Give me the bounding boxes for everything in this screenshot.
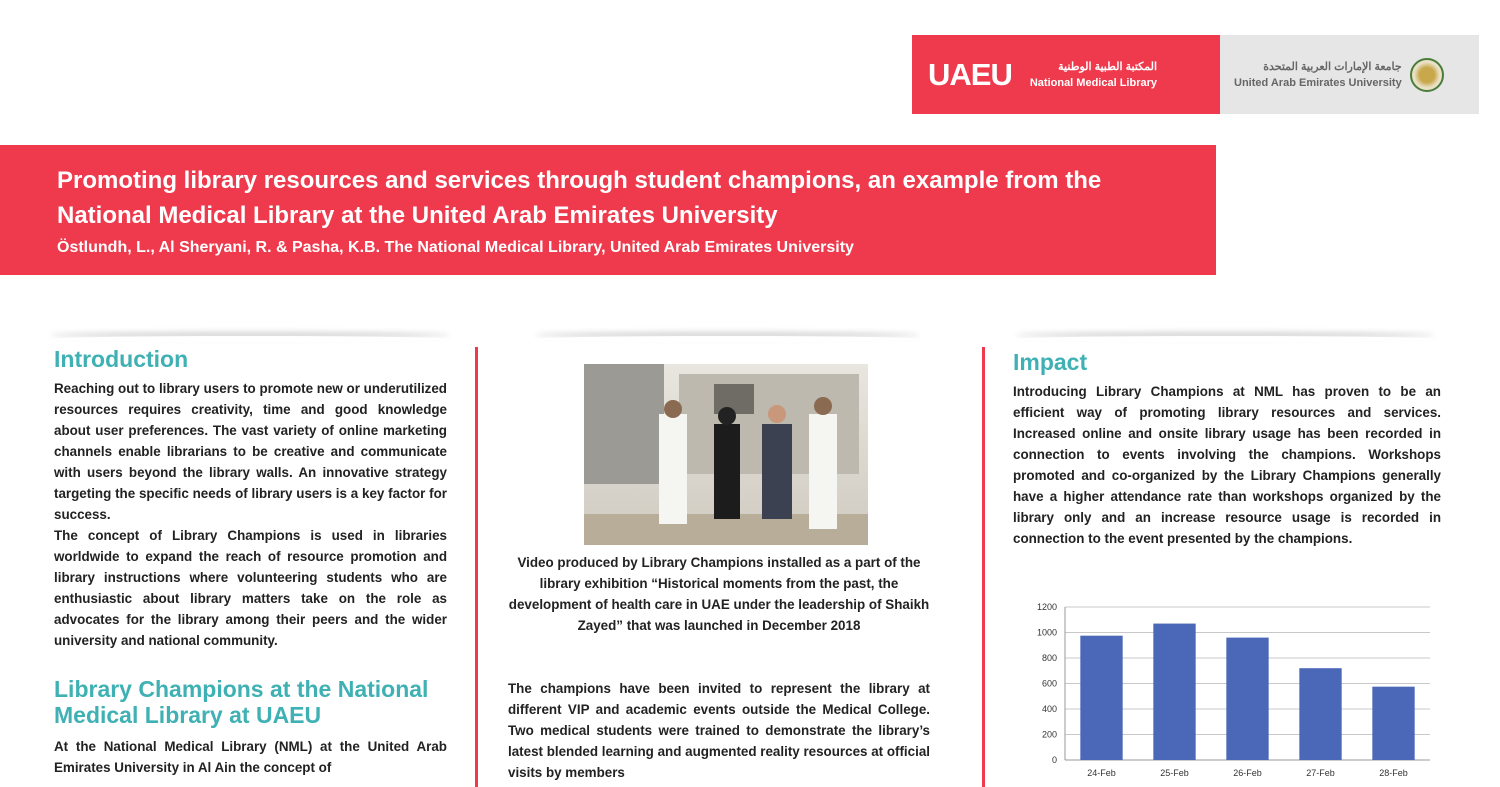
x-tick-label: 26-Feb (1233, 768, 1262, 778)
y-tick-label: 1000 (1036, 627, 1057, 638)
authors: Östlundh, L., Al Sheryani, R. & Pasha, K.B. The National Medical Library, United Arab Emirates University (57, 239, 854, 256)
divider (1015, 336, 1435, 342)
x-tick-label: 24-Feb (1087, 768, 1116, 778)
logo-nml: National Medical Library (1029, 76, 1157, 89)
poster-title: Promoting library resources and services through student champions, an example from the National Medical Library at the United Arab Emirates University (57, 167, 1102, 229)
x-tick-label: 28-Feb (1379, 768, 1408, 778)
nml-logo (912, 35, 1220, 114)
logo-mark: UAEU (928, 56, 1012, 92)
y-tick-label: 800 (1041, 653, 1057, 663)
photo-caption: Video produced by Library Champions installed as a part of the library exhibition “Historical moments from the past, the development of health care in UAE under the leadership of Shaikh Zayed” that was launched in December 2018 (508, 555, 930, 633)
impact-heading: Impact (1013, 349, 1088, 375)
logo-arabic-nml: المكتبة الطبية الوطنية (1058, 60, 1157, 73)
exhibition-photo (584, 364, 868, 545)
x-tick-label: 25-Feb (1160, 768, 1189, 778)
intro-paragraph-2: The concept of Library Champions is used in libraries worldwide to expand the reach of resource promotion and library instructions where volunteering students who are enthusiastic about library matters take on the role as advocates for the library among their peers and the wider university and national community. (54, 528, 447, 648)
left-column (54, 346, 447, 778)
y-tick-label: 200 (1041, 729, 1057, 740)
x-tick-label: 27-Feb (1306, 768, 1335, 778)
y-tick-label: 400 (1041, 704, 1057, 714)
intro-paragraph-1: Reaching out to library users to promote new or underutilized resources requires creativity, time and good knowledge about user preferences. The vast variety of online marketing channels enable librarians to be creative and communicate with users beyond the library walls. An innovative strategy targeting the specific needs of library users is a key factor for success. (54, 381, 447, 522)
bar-28-Feb (1372, 687, 1414, 760)
champions-paragraph: At the National Medical Library (NML) at the United Arab Emirates University in Al Ain the concept of (54, 739, 447, 775)
champions-heading: Library Champions at the National Medical Library at UAEU (54, 676, 429, 728)
impact-paragraph: Introducing Library Champions at NML has proven to be an efficient way of promoting library resources and services. Increased online and onsite library usage has been recorded in connection to events involving the champions. Workshops promoted and co-organized by the Library Champions generally have a higher attendance rate than workshops organized by the library only and an increase resource usage is recorded in connection to the event presented by the champions. (1013, 384, 1441, 546)
logo-uaeu: United Arab Emirates University (1234, 76, 1402, 89)
title-banner (0, 145, 1216, 275)
uaeu-logo (912, 35, 1479, 114)
y-tick-label: 600 (1041, 678, 1057, 689)
usage-bar-chart (1010, 595, 1450, 785)
intro-heading: Introduction (54, 346, 189, 372)
divider (535, 336, 920, 342)
bar-26-Feb (1226, 638, 1268, 760)
bar-25-Feb (1153, 624, 1195, 760)
logo-arabic-uaeu: جامعة الإمارات العربية المتحدة (1263, 60, 1402, 73)
y-tick-label: 0 (1051, 755, 1057, 765)
y-tick-label: 1200 (1036, 602, 1057, 612)
column-divider (982, 347, 985, 787)
university-logo (1220, 35, 1479, 114)
column-divider (475, 347, 478, 787)
right-column (1013, 349, 1441, 549)
emblem-icon (1410, 58, 1444, 92)
bar-27-Feb (1299, 668, 1341, 760)
middle-paragraph: The champions have been invited to represent the library at different VIP and academic events outside the Medical College. Two medical students were trained to demonstrate the library’s latest blended learning and augmented reality resources at official visits by members (508, 681, 930, 780)
divider (50, 336, 450, 342)
bar-24-Feb (1080, 636, 1122, 760)
